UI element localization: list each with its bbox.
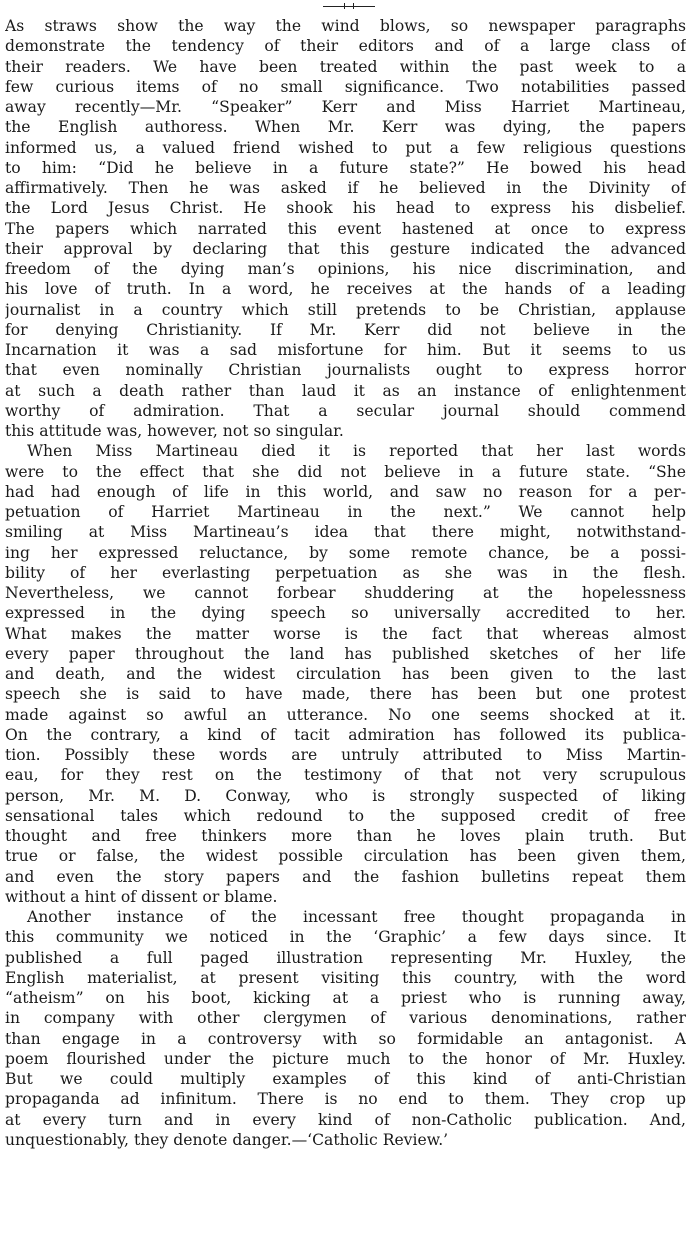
text-line: his love of truth. In a word, he receives at the hands of a leading [5,280,686,299]
text-line: unquestionably, they denote danger.—‘Catholic Review.’ [5,1130,449,1149]
divider-mark [344,3,354,9]
text-line: propaganda ad infinitum. There is no end to them. They crop up [5,1090,686,1109]
text-line: As straws show the way the wind blows, so newspaper paragraphs [5,17,686,35]
text-line: were to the effect that she did not believe in a future state. “She [5,462,686,481]
text-line: journalist in a country which still pretends to be Christian, applause [5,300,686,319]
text-line: The papers which narrated this event hastened at once to express [5,219,686,238]
text-line: at every turn and in every kind of non-Catholic publication. And, [5,1110,686,1129]
text-line: smiling at Miss Martineau’s idea that there might, notwithstand- [5,523,686,542]
text-line: ing her expressed reluctance, by some remote chance, be a possi- [5,543,686,562]
text-line: true or false, the widest possible circulation has been given them, [5,847,686,866]
text-line: speech she is said to have made, there has been but one protest [5,685,686,704]
text-line: the English authoress. When Mr. Kerr was dying, the papers [5,118,686,137]
text-line: informed us, a valued friend wished to put a few religious questions [5,138,686,157]
text-line: without a hint of dissent or blame. [5,887,278,906]
text-line: this community we noticed in the ‘Graphic’ a few days since. It [5,928,686,947]
text-line: tion. Possibly these words are untruly attributed to Miss Martin- [5,746,686,764]
text-line: their readers. We have been treated within the past week to a [5,57,686,76]
text-line: English materialist, at present visiting this country, with the word [5,968,686,987]
text-line: When Miss Martineau died it is reported that her last words [27,442,686,461]
text-line: to him: “Did he believe in a future state?” He bowed his head [5,158,686,177]
text-line: bility of her everlasting perpetuation as she was in the flesh. [5,563,686,582]
text-line: But we could multiply examples of this kind of anti-Christian [5,1070,686,1088]
section-divider-ornament [5,0,686,16]
text-line: What makes the matter worse is the fact that whereas almost [5,624,686,643]
text-line: person, Mr. M. D. Conway, who is strongly suspected of liking [5,786,686,805]
text-line: published a full paged illustration representing Mr. Huxley, the [5,948,686,967]
text-line: Incarnation it was a sad misfortune for him. But it seems to us [5,341,686,359]
text-line: expressed in the dying speech so universally accredited to her. [5,604,686,623]
text-line: worthy of admiration. That a secular journal should commend [5,401,686,420]
text-line: and death, and the widest circulation has been given to the last [5,665,686,683]
text-line: and even the story papers and the fashion bulletins repeat them [5,867,686,886]
text-line: few curious items of no small significance. Two notabilities passed [5,77,686,96]
text-line: thought and free thinkers more than he loves plain truth. But [5,827,686,845]
paragraph-straws [5,16,686,441]
text-line: Nevertheless, we cannot forbear shuddering at the hopelessness [5,584,686,602]
text-line: than engage in a controversy with so formidable an antagonist. A [5,1029,686,1048]
text-line: away recently—Mr. “Speaker” Kerr and Miss Harriet Martineau, [5,98,686,116]
text-line: “atheism” on his boot, kicking at a priest who is running away, [5,989,686,1007]
paragraph-martineau [5,441,686,907]
text-line: this attitude was, however, not so singular. [5,422,344,440]
text-line: their approval by declaring that this gesture indicated the advanced [5,239,686,258]
text-line: petuation of Harriet Martineau in the next.” We cannot help [5,503,686,521]
text-line: the Lord Jesus Christ. He shook his head to express his disbelief. [5,199,686,218]
text-line: made against so awful an utterance. No one seems shocked at it. [5,705,686,724]
text-line: eau, for they rest on the testimony of that not very scrupulous [5,766,686,785]
text-line: demonstrate the tendency of their editors and of a large class of [5,37,686,56]
text-line: every paper throughout the land has published sketches of her life [5,644,686,663]
paragraph-huxley [5,907,686,1150]
text-line: sensational tales which redound to the supposed credit of free [5,806,686,825]
text-line: poem flourished under the picture much to the honor of Mr. Huxley. [5,1049,686,1068]
text-line: affirmatively. Then he was asked if he believed in the Divinity of [5,179,686,197]
text-line: Another instance of the incessant free thought propaganda in [27,908,686,926]
text-line: that even nominally Christian journalists ought to express horror [5,361,686,380]
text-line: had had enough of life in this world, and saw no reason for a per- [5,482,686,501]
text-line: for denying Christianity. If Mr. Kerr did not believe in the [5,320,686,339]
text-line: at such a death rather than laud it as an instance of enlightenment [5,381,686,400]
text-line: On the contrary, a kind of tacit admiration has followed its publica- [5,725,686,744]
text-line: freedom of the dying man’s opinions, his nice discrimination, and [5,260,686,278]
text-line: in company with other clergymen of various denominations, rather [5,1009,686,1028]
article-body [5,16,686,1150]
